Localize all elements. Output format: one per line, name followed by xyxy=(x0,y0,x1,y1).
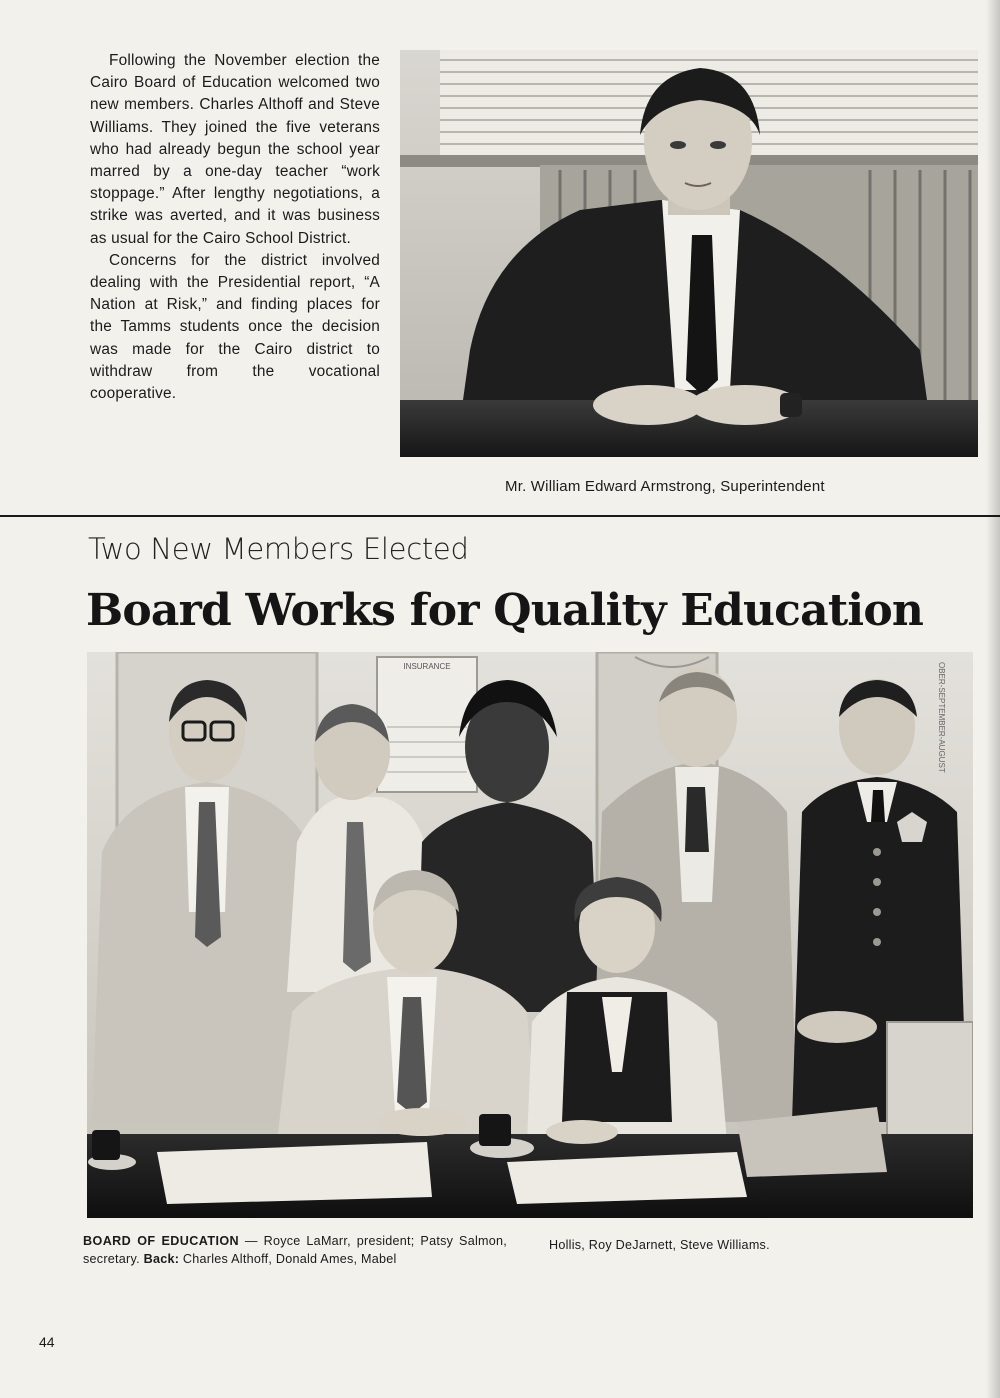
board-caption-front-row: — Royce LaMarr, president; Patsy Salmon, secretary. xyxy=(83,1234,507,1266)
wall-calendar-strip: OBER-SEPTEMBER-AUGUST xyxy=(937,662,946,773)
board-caption-back-label: Back: xyxy=(143,1252,180,1266)
page-headline: Board Works for Quality Education xyxy=(86,585,924,636)
superintendent-caption: Mr. William Edward Armstrong, Superintendent xyxy=(505,478,825,495)
calendar-label: INSURANCE xyxy=(403,662,451,671)
intro-text xyxy=(90,50,380,405)
superintendent-photo xyxy=(400,50,978,457)
section-kicker: Two New Members Elected xyxy=(88,532,469,566)
board-photo xyxy=(87,652,973,1218)
board-caption xyxy=(83,1232,507,1268)
board-caption-lead: BOARD OF EDUCATION xyxy=(83,1234,240,1248)
intro-paragraph-1: Following the November election the Cairo Board of Education welcomed two new members. Charles Althoff and Steve Williams. They joined the five veterans who had already begun the school year marred by a one-day teacher “work stoppage.” After lengthy negotiations, a strike was averted, and it was business as usual for the Cairo School District. xyxy=(90,52,380,247)
page-number: 44 xyxy=(39,1334,55,1350)
board-caption-back-row-1: Charles Althoff, Donald Ames, Mabel xyxy=(179,1252,397,1266)
section-divider xyxy=(0,515,1000,517)
page-fold-shadow xyxy=(986,0,1000,1398)
intro-paragraph-2: Concerns for the district involved dealing with the Presidential report, “A Nation at Risk,” and finding places for the Tamms students once the decision was made for the Cairo district to withdraw from the vocational cooperative. xyxy=(90,251,380,403)
board-caption-back-row-2: Hollis, Roy DeJarnett, Steve Williams. xyxy=(549,1238,770,1252)
